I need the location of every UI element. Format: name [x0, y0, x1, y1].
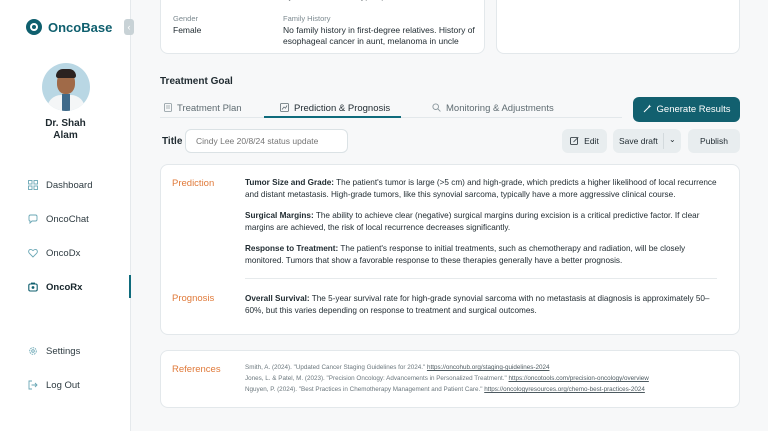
doctor-name: Dr. Shah Alam [45, 118, 86, 141]
oncobase-logo-icon [26, 19, 42, 35]
edit-icon [570, 136, 579, 147]
paragraph-tumor-size: Tumor Size and Grade: The patient's tumor is large (>5 cm) and high-grade, which predicts a higher likelihood of local recurrence and distant metastasis. High-grade tumors, like this synovial sarcoma, typically have a more aggressive clinical course. [245, 178, 717, 199]
avatar[interactable] [42, 63, 90, 111]
age-value [173, 0, 182, 2]
sidebar [0, 0, 131, 431]
tab-bar [160, 98, 622, 118]
gender-label: Gender [173, 14, 199, 23]
patient-info-card-secondary [496, 0, 740, 54]
references-label: References [172, 364, 221, 375]
sidebar-item-oncorx[interactable] [28, 280, 82, 294]
sidebar-item-label: Log Out [46, 379, 80, 391]
sidebar-item-label: OncoDx [46, 247, 81, 259]
tab-treatment-plan[interactable]: Treatment Plan [164, 98, 242, 118]
sidebar-item-dashboard[interactable] [28, 178, 92, 192]
chevron-down-icon[interactable]: ⌄ [669, 135, 676, 144]
chat-icon [28, 214, 38, 224]
reference-link[interactable]: https://oncologyresources.org/chemo-best-practices-2024 [484, 386, 645, 393]
sidebar-item-label: Dashboard [46, 179, 93, 191]
grid-icon [28, 180, 38, 190]
diagnosis-value [283, 0, 411, 2]
tab-prediction-prognosis[interactable]: Prediction & Prognosis [280, 98, 390, 118]
logout-icon [28, 380, 38, 390]
sidebar-item-settings[interactable] [28, 344, 80, 358]
gender-value: Female [173, 25, 202, 35]
title-label: Title [162, 136, 183, 147]
paragraph-surgical-margins: Surgical Margins: The ability to achieve clear (negative) surgical margins during excision is a critical predictive factor. If clear margins are achieved, the risk of local recurrence decreases significantly. [245, 211, 700, 232]
sidebar-item-label: Settings [46, 345, 81, 357]
chart-icon [280, 103, 289, 114]
family-history-label: Family History [283, 14, 331, 23]
sidebar-item-oncochat[interactable] [28, 212, 89, 226]
references-card [160, 350, 740, 408]
tab-active-underline [264, 116, 401, 118]
sidebar-item-oncodx[interactable] [28, 246, 80, 260]
section-title: Treatment Goal [160, 76, 233, 87]
save-draft-button[interactable]: Save draft ⌄ [613, 129, 681, 153]
edit-button[interactable]: Edit [562, 129, 607, 153]
heart-icon [28, 248, 38, 258]
publish-button[interactable]: Publish [688, 129, 740, 153]
prediction-label: Prediction [172, 178, 215, 189]
pill-box-icon [28, 282, 38, 292]
paragraph-overall-survival: Overall Survival: The 5-year survival rate for high-grade synovial sarcoma with no metastasis at diagnosis is approximately 50–60%, but this varies depending on response to treatment and surgical outcomes. [245, 294, 710, 315]
generate-results-button[interactable]: Generate Results [633, 97, 740, 122]
active-indicator [129, 275, 131, 298]
reference-link[interactable]: https://oncotools.com/precision-oncology/overview [508, 375, 649, 382]
family-history-value: No family history in first-degree relatives. History of esophageal cancer in aunt, melanoma in uncle [283, 25, 475, 46]
search-icon [432, 103, 441, 114]
divider [245, 278, 717, 279]
magic-wand-icon [643, 104, 652, 116]
brand[interactable] [26, 19, 112, 35]
brand-name: OncoBase [48, 19, 113, 35]
gear-icon [28, 346, 38, 356]
prognosis-label: Prognosis [172, 293, 215, 304]
chevron-left-icon[interactable]: ‹ [124, 19, 134, 35]
paragraph-response-treatment: Response to Treatment: The patient's response to initial treatments, such as chemotherapy and radiation, will be closely monitored. Tumors that show a favorable response to these therapies generally have a better prognosis. [245, 244, 686, 265]
prediction-prognosis-card [160, 164, 740, 335]
patient-info-card [160, 0, 485, 54]
title-input[interactable] [185, 129, 348, 153]
reference-item: Nguyen, P. (2024). "Best Practices in Chemotherapy Management and Patient Care." https://oncologyresources.org/chemo-best-practices-2024 [245, 386, 645, 393]
sidebar-item-logout[interactable] [28, 378, 80, 392]
reference-link[interactable]: https://oncohub.org/staging-guidelines-2024 [426, 364, 550, 371]
reference-item: Smith, A. (2024). "Updated Cancer Staging Guidelines for 2024." https://oncohub.org/staging-guidelines-2024 [245, 364, 550, 371]
reference-item: Jones, L. & Patel, M. (2023). "Precision Oncology: Advancements in Personalized Treatment." https://oncotools.com/precision-oncology/overview [245, 375, 649, 382]
document-icon [164, 103, 172, 114]
tab-monitoring-adjustments[interactable]: Monitoring & Adjustments [432, 98, 554, 118]
sidebar-item-label: OncoChat [46, 213, 89, 225]
sidebar-item-label: OncoRx [46, 281, 83, 293]
